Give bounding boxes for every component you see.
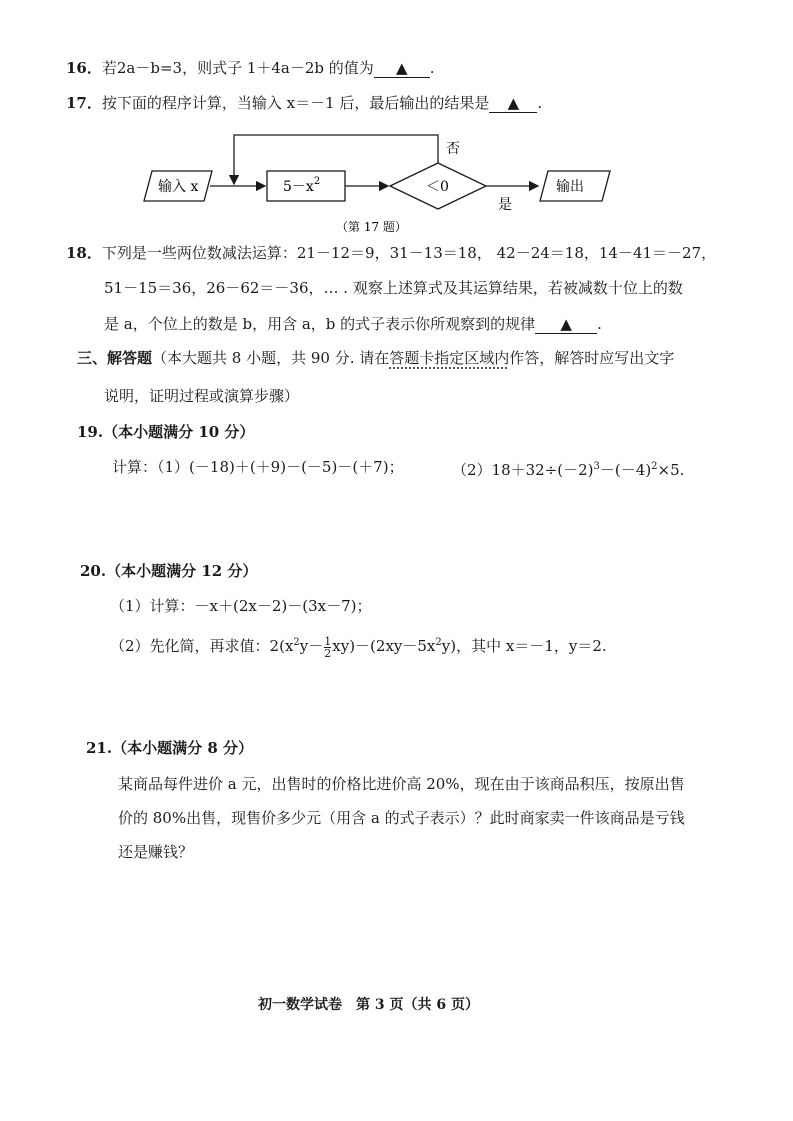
question-19-part1: 计算：（1）(－18)＋(＋9)－(－5)－(＋7)；: [112, 458, 404, 476]
question-20-title: 20.（本小题满分 12 分）: [80, 562, 258, 580]
input-label: 输入 x: [158, 179, 199, 195]
figure-caption: （第 17 题）: [336, 220, 407, 234]
section-title: 解答题: [107, 349, 153, 367]
section-instructions: （本大题共 8 小题，共 90 分. 请在: [152, 349, 390, 367]
emphasis-text: 答题卡指定区域内: [389, 349, 510, 367]
question-21-line1: 某商品每件进价 a 元，出售时的价格比进价高 20%，现在由于该商品积压，按原出售: [118, 775, 685, 793]
answer-blank-18: [535, 315, 597, 334]
flowchart-q17: [140, 125, 620, 240]
page-footer: 初一数学试卷 第 3 页（共 6 页）: [258, 997, 479, 1013]
question-17-number: 17．: [66, 94, 102, 112]
question-18-line3: [104, 314, 602, 334]
triangle-marker: ▲: [396, 59, 408, 77]
answer-blank-16: [374, 59, 430, 78]
yes-label: 是: [498, 197, 512, 213]
question-17-text: 按下面的程序计算，当输入 x＝－1 后，最后输出的结果是: [101, 94, 490, 112]
question-20-part1: （1）计算：－x＋(2x－2)－(3x－7)；: [110, 597, 372, 615]
question-16: [66, 58, 435, 78]
triangle-marker: ▲: [560, 315, 572, 333]
question-18-text-3: 是 a，个位上的数是 b，用含 a，b 的式子表示你所观察到的规律: [104, 315, 536, 333]
question-18-number: 18．: [66, 244, 102, 262]
no-label: 否: [446, 141, 460, 157]
question-16-number: 16．: [66, 59, 102, 77]
question-19-title: 19.（本小题满分 10 分）: [77, 423, 255, 441]
question-21-title: 21.（本小题满分 8 分）: [86, 739, 253, 757]
fraction-one-half: $\frac{1}{2}$: [324, 634, 332, 660]
question-18-line2: 51－15＝36，26－62＝－36，… . 观察上述算式及其运算结果，若被减数十位上的数: [104, 279, 683, 297]
question-21-line3: 还是赚钱？: [118, 843, 194, 861]
question-16-text: 若2a－b=3，则式子 1＋4a－2b 的值为: [101, 59, 374, 77]
question-18-line1: [66, 243, 716, 263]
compute-label: $5-x^2$: [283, 176, 321, 195]
section-3-header: [77, 348, 674, 368]
condition-label: ＜0: [426, 179, 449, 195]
question-20-part2: （2）先化简，再求值：$2(x^2y-$ $\frac{1}{2}$ $xy)-(2xy-5x^2y)$，其中 x＝－1，y＝2.: [110, 634, 607, 660]
section-3-header-line2: 说明，证明过程或演算步骤）: [104, 387, 300, 405]
section-number: 三、: [77, 349, 108, 367]
question-18-text: 下列是一些两位数减法运算：21－12＝9，31－13＝18， 42－24＝18，14－41＝－27，: [101, 244, 717, 262]
question-19-part2: $(2)18+32\div(-2)^3-(-4)^2\times 5$.: [452, 461, 685, 479]
output-label: 输出: [556, 179, 584, 195]
period: .: [597, 315, 602, 333]
section-instructions-cont: 作答，解答时应写出文字: [509, 349, 675, 367]
question-21-line2: 价的 80%出售，现售价多少元（用含 a 的式子表示）？此时商家卖一件该商品是亏钱: [118, 809, 685, 827]
triangle-marker: ▲: [507, 94, 520, 112]
period: .: [429, 59, 435, 77]
period: .: [537, 94, 543, 112]
question-17: [66, 93, 542, 113]
loop-arrow: [234, 135, 438, 184]
answer-blank-17: [489, 94, 537, 113]
